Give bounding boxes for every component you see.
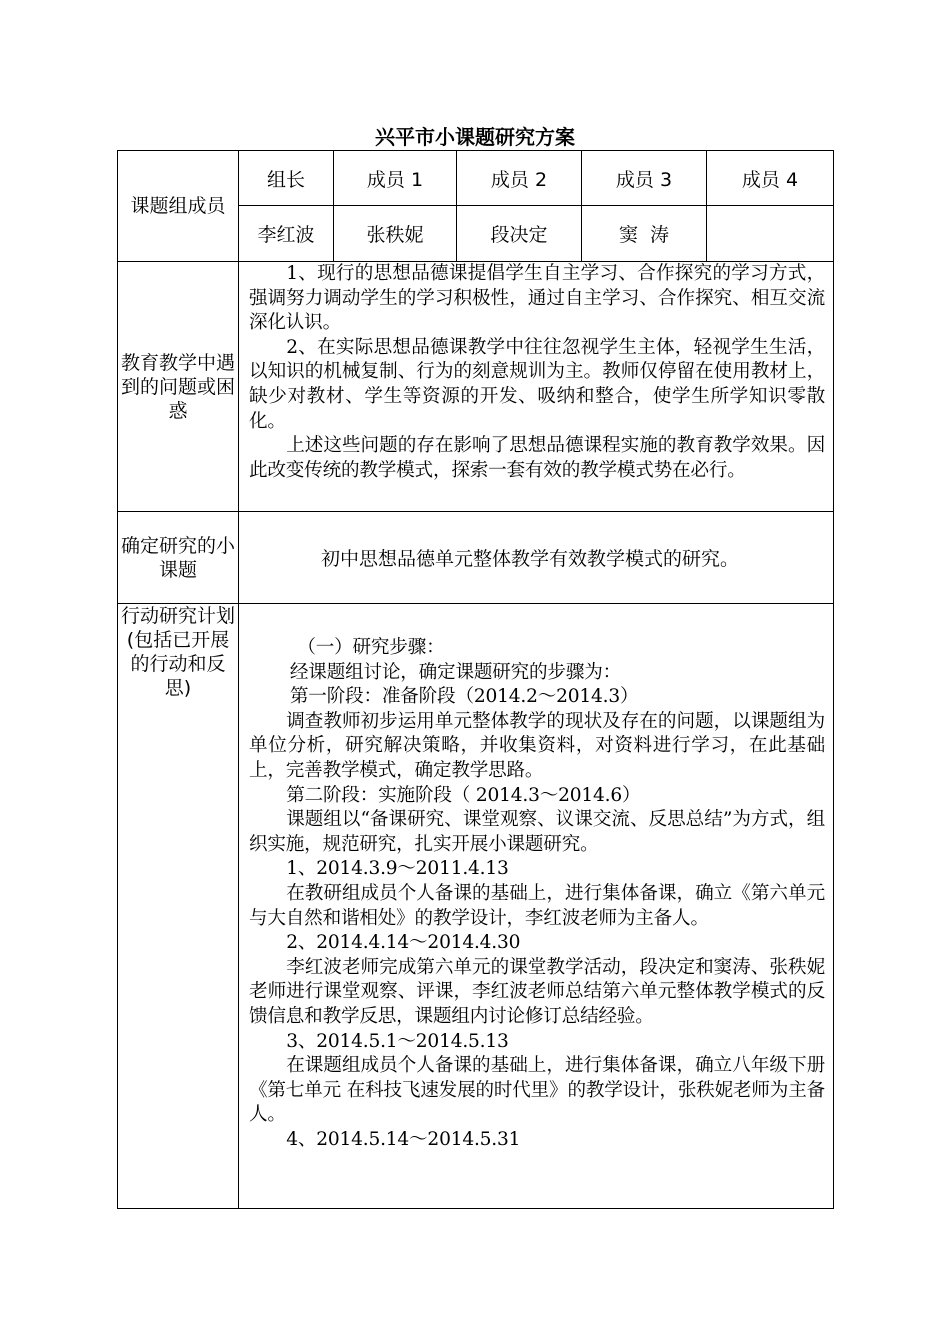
plan-paragraph: 李红波老师完成第六单元的课堂教学活动，段决定和窦涛、张秩妮老师进行课堂观察、评课，李红波老师总结第六单元整体教学模式的反馈信息和教学反思，课题组内讨论修订总结经验。 bbox=[249, 956, 825, 1027]
plan-paragraph: 4、2014.5.14～2014.5.31 bbox=[286, 1128, 521, 1150]
name-member-1: 张秩妮 bbox=[334, 206, 457, 262]
problem-paragraph: 2、在实际思想品德课教学中往往忽视学生主体，轻视学生生活，以知识的机械复制、行为的刻意规训为主。教师仅停留在使用教材上，缺少对教材、学生等资源的开发、吸纳和整合，使学生所学知识零散化。 bbox=[249, 336, 825, 432]
role-member-1: 成员 1 bbox=[334, 151, 457, 206]
role-leader: 组长 bbox=[239, 151, 334, 206]
topic-text: 初中思想品德单元整体教学有效教学模式的研究。 bbox=[239, 512, 834, 604]
plan-paragraph: 经课题组讨论，确定课题研究的步骤为： bbox=[289, 661, 621, 683]
name-member-2: 段决定 bbox=[457, 206, 582, 262]
page-title: 兴平市小课题研究方案 bbox=[375, 125, 575, 149]
topic-label: 确定研究的小课题 bbox=[118, 512, 239, 604]
name-member-3: 窦 涛 bbox=[582, 206, 707, 262]
plan-paragraph: 第二阶段：实施阶段（ 2014.3～2014.6） bbox=[286, 784, 641, 806]
problems-row bbox=[118, 262, 834, 512]
role-member-2: 成员 2 bbox=[457, 151, 582, 206]
research-plan-table bbox=[117, 150, 834, 1209]
problems-label: 教育教学中遇到的问题或困惑 bbox=[118, 262, 239, 512]
plan-paragraph: 在课题组成员个人备课的基础上，进行集体备课，确立八年级下册《第七单元 在科技飞速发展的时代里》的教学设计，张秩妮老师为主备人。 bbox=[249, 1055, 825, 1126]
plan-paragraph: 2、2014.4.14～2014.4.30 bbox=[286, 932, 521, 954]
problem-paragraph: 1、现行的思想品德课提倡学生自主学习、合作探究的学习方式，强调努力调动学生的学习积极性，通过自主学习、合作探究、相互交流深化认识。 bbox=[249, 263, 825, 334]
name-member-4 bbox=[707, 206, 834, 262]
topic-row bbox=[118, 512, 834, 604]
name-leader: 李红波 bbox=[239, 206, 334, 262]
problem-paragraph: 上述这些问题的存在影响了思想品德课程实施的教育教学效果。因此改变传统的教学模式，探索一套有效的教学模式势在必行。 bbox=[249, 435, 825, 481]
plan-content bbox=[239, 604, 834, 1209]
plan-paragraph: 1、2014.3.9～2011.4.13 bbox=[286, 858, 509, 880]
problems-content bbox=[239, 262, 834, 512]
plan-paragraph: 调查教师初步运用单元整体教学的现状及存在的问题，以课题组为单位分析，研究解决策略，并收集资料，对资料进行学习，在此基础上，完善教学模式，确定教学思路。 bbox=[249, 710, 825, 781]
members-label: 课题组成员 bbox=[118, 151, 239, 262]
plan-label: 行动研究计划(包括已开展的行动和反思) bbox=[118, 604, 239, 1209]
members-header-row bbox=[118, 151, 834, 206]
plan-row bbox=[118, 604, 834, 1209]
plan-paragraph: 第一阶段：准备阶段（2014.2～2014.3） bbox=[289, 686, 639, 708]
role-member-3: 成员 3 bbox=[582, 151, 707, 206]
role-member-4: 成员 4 bbox=[707, 151, 834, 206]
plan-paragraph: 课题组以“备课研究、课堂观察、议课交流、反思总结”为方式，组织实施，规范研究，扎实开展小课题研究。 bbox=[249, 809, 825, 855]
plan-paragraph: 3、2014.5.1～2014.5.13 bbox=[286, 1030, 509, 1052]
plan-paragraph: （一）研究步骤： bbox=[297, 637, 445, 658]
plan-paragraph: 在教研组成员个人备课的基础上，进行集体备课，确立《第六单元 与大自然和谐相处》的教学设计，李红波老师为主备人。 bbox=[249, 882, 825, 929]
